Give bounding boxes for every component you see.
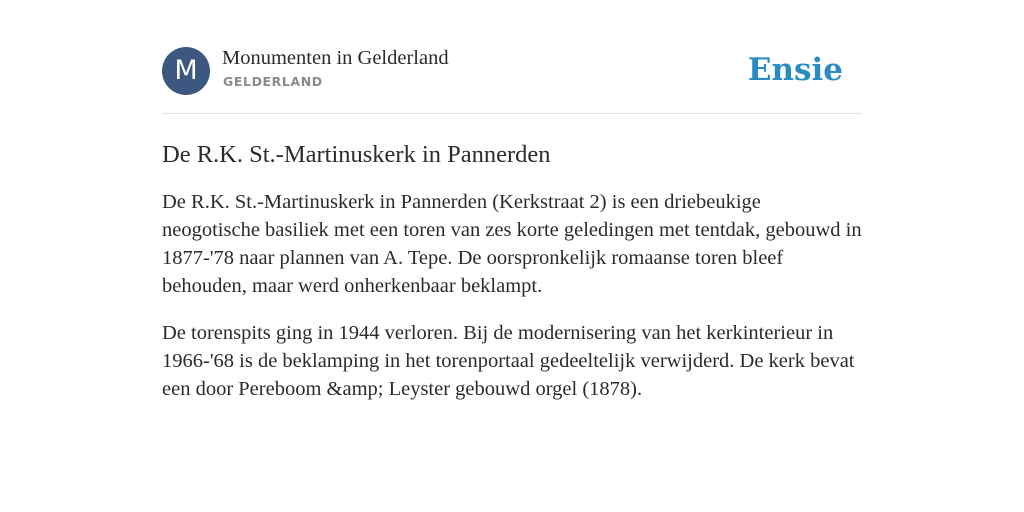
source-avatar[interactable]: M: [162, 47, 210, 95]
article-paragraph: De R.K. St.-Martinuskerk in Pannerden (Kerkstraat 2) is een driebeukige neogotische basiliek met een toren van zes korte geledingen met tentdak, gebouwd in 1877-'78 naar plannen van A. Tepe. De oorspronkelijk romaanse toren bleef behouden, maar werd onherkenbaar beklampt.: [162, 191, 862, 297]
article-title: De R.K. St.-Martinuskerk in Pannerden: [162, 141, 551, 168]
source-title[interactable]: Monumenten in Gelderland: [222, 47, 449, 69]
entry-header: [162, 46, 862, 114]
article-paragraph: De torenspits ging in 1944 verloren. Bij de modernisering van het kerkinterieur in 1966-'68 is de beklamping in het torenportaal gedeeltelijk verwijderd. De kerk bevat een door Pereboom &amp; Leyster gebouwd orgel (1878).: [162, 322, 855, 400]
brand-logo[interactable]: Ensie: [747, 52, 843, 88]
entry-card: [162, 46, 862, 403]
source-subtitle[interactable]: GELDERLAND: [223, 74, 323, 89]
